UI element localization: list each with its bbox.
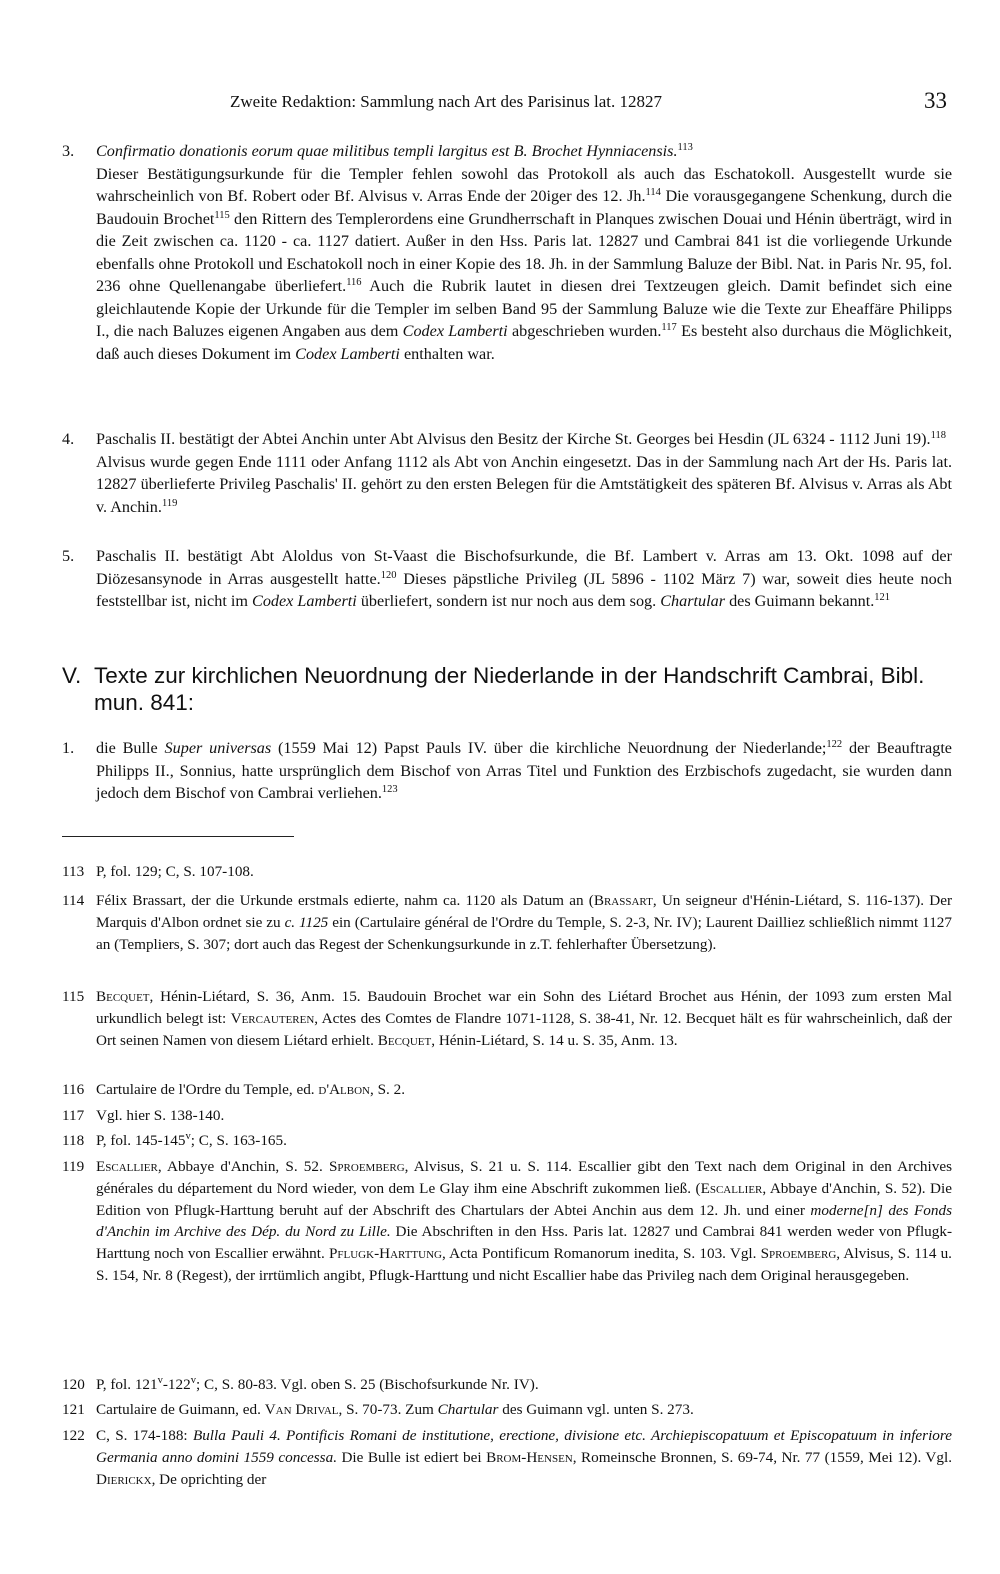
- italic-text: moderne[n] des Fonds d'Anchin im Archive des Dép. du Nord zu Lille.: [96, 1201, 952, 1241]
- footnote-ref: 122: [826, 739, 843, 750]
- text-run: P, fol. 129; C, S. 107-108.: [96, 863, 254, 880]
- text-run: Vgl. hier S. 138-140.: [96, 1107, 225, 1124]
- footnote-ref: v: [157, 1375, 163, 1386]
- text-run: Cartulaire de Guimann, ed.: [96, 1401, 265, 1418]
- footnote-120: [62, 1374, 952, 1396]
- text-run: abgeschrieben wurden.: [507, 322, 662, 340]
- footnote-ref: v: [185, 1131, 191, 1142]
- text-run: Cartulaire de l'Ordre du Temple, ed.: [96, 1081, 319, 1098]
- footnote-text: [96, 861, 952, 883]
- text-run: den Rittern des Templerordens eine Grundherrschaft in Planques zwischen Douai und Hénin überträgt, wird in die Zeit zwischen ca. 1120 - ca. 1127 datiert. Außer in den Hss. Paris lat. 12827 und Cambrai 841 ist die vorliegende Urkunde ebenfalls ohne Protokoll und Eschatokoll noch in einer Kopie des 18. Jh. in der Sammlung Baluze der Bibl. Nat. in Paris Nr. 95, fol. 236 ohne Quellenangabe überliefert.: [96, 209, 952, 295]
- text-run: Alvisus wurde gegen Ende 1111 oder Anfang 1112 als Abt von Anchin eingesetzt. Das in der Sammlung nach Art der Hs. Paris lat. 12827 überlieferte Privileg Paschalis' II. gehört zu den ersten Belegen für die Amtstätigkeit des späteren Bf. Alvisus v. Arras als Abt v. Anchin.: [96, 452, 952, 516]
- entry-5: [62, 545, 952, 613]
- author-name: Escallier: [96, 1158, 158, 1175]
- text-run: ; C, S. 163-165.: [190, 1132, 287, 1149]
- footnote-text: [96, 1130, 952, 1152]
- text-run: , Actes des Comtes de Flandre 1071-1128, S. 38-41, Nr. 12. Becquet hält es für wahrscheinlich, daß der Ort seinen Namen von diesem Liétard erhielt.: [96, 1009, 952, 1049]
- footnote-ref: 115: [214, 209, 230, 221]
- footnote-number: 118: [62, 1132, 85, 1149]
- footnote-number: 121: [62, 1401, 85, 1418]
- entry-title-text: Paschalis II. bestätigt der Abtei Anchin unter Abt Alvisus den Besitz der Kirche St. Georges bei Hesdin (JL 6324 - 1112 Juni 19).: [96, 430, 931, 448]
- text-run: , Alvisus, S. 21 u. S. 114. Escallier gibt den Text nach dem Original in den Archives générales du département du Nord wieder, von dem Le Glay ihm eine Abschrift zukommen ließ. (: [96, 1158, 952, 1197]
- entry-3: [62, 140, 952, 365]
- footnote-116: [62, 1079, 952, 1101]
- text-run: , Hénin-Liétard, S. 14 u. S. 35, Anm. 13.: [431, 1031, 678, 1049]
- footnote-number: 116: [62, 1081, 85, 1098]
- footnote-number: 122: [62, 1427, 85, 1444]
- text-run: überliefert, sondern ist nur noch aus dem sog.: [356, 592, 661, 610]
- author-name: Van Drival: [264, 1401, 339, 1418]
- footnote-text: [96, 890, 952, 955]
- footnote-text: [96, 986, 952, 1051]
- text-run: C, S. 174-188:: [96, 1427, 193, 1444]
- author-name: Sproemberg: [328, 1158, 405, 1175]
- footnote-number: 113: [62, 863, 85, 880]
- text-run: Es besteht also durchaus die Möglichkeit, daß auch dieses Dokument im: [96, 322, 952, 363]
- text-run: der Beauftragte Philipps II., Sonnius, hatte ursprünglich dem Bischof von Arras Titel und Funktion des Erzbischofs zugedacht, sie wurden dann jedoch dem Bischof von Cambrai verliehen.: [96, 739, 952, 802]
- text-run: -122: [162, 1376, 191, 1393]
- text-run: ; C, S. 80-83. Vgl. oben S. 25 (Bischofsurkunde Nr. IV).: [195, 1376, 539, 1393]
- footnote-118: [62, 1130, 952, 1152]
- footnote-text: [96, 1399, 952, 1421]
- entry-text: [96, 163, 952, 366]
- author-name: Becquet: [96, 988, 150, 1005]
- page-number: 33: [924, 88, 947, 113]
- text-run: , Acta Pontificum Romanorum inedita, S. 103. Vgl.: [441, 1245, 761, 1263]
- text-run: , Un seigneur d'Hénin-Liétard, S. 116-137). Der Marquis d'Albon ordnet sie zu: [96, 892, 952, 931]
- text-run: Die vorausgegangene Schenkung, durch die Baudouin Brochet: [96, 187, 952, 228]
- text-run: des Guimann bekannt.: [725, 592, 875, 610]
- entry-number: 5.: [62, 547, 75, 565]
- footnote-ref: 116: [346, 277, 362, 288]
- text-run: , S. 2.: [369, 1081, 406, 1098]
- text-run: die Bulle: [96, 739, 165, 757]
- entry-4: [62, 428, 952, 518]
- footnote-119: [62, 1156, 952, 1287]
- italic-text: Chartular: [660, 592, 726, 610]
- entry-title-text: Confirmatio donationis eorum quae militibus templi largitus est B. Brochet Hynniacensis.: [96, 142, 678, 160]
- footnote-ref: 117: [661, 322, 677, 333]
- entry-text: [96, 451, 952, 519]
- text-run: P, fol. 145-145: [96, 1132, 186, 1149]
- footnote-121: [62, 1399, 952, 1421]
- entry-title: [96, 140, 952, 163]
- footnote-117: [62, 1105, 952, 1127]
- footnote-ref: 113: [677, 142, 693, 153]
- text-run: , Alvisus, S. 114 u. S. 154, Nr. 8 (Regest), der irrtümlich angibt, Pflugk-Harttung und nicht Escallier habe das Privileg nach dem Original herausgegeben.: [96, 1245, 952, 1284]
- footnote-115: [62, 986, 952, 1051]
- footnote-ref: 121: [874, 592, 891, 603]
- italic-text: Codex Lamberti: [295, 344, 400, 363]
- footnote-number: 120: [62, 1376, 85, 1393]
- footnote-number: 115: [62, 988, 85, 1005]
- footnote-ref: 123: [381, 784, 398, 795]
- author-name: Brom-Hensen: [486, 1448, 573, 1466]
- section-number: V.: [62, 663, 82, 688]
- author-name: Vercauteren: [230, 1009, 315, 1027]
- text-run: enthalten war.: [399, 344, 495, 363]
- footnote-ref: 120: [380, 569, 397, 581]
- text-run: , De oprichting der: [151, 1470, 267, 1488]
- text-run: Dieses päpstliche Privileg (JL 5896 - 1102 März 7) war, soweit dies heute noch feststellbar ist, nicht im: [96, 569, 953, 610]
- footnote-number: 114: [62, 892, 85, 909]
- text-run: , Abbaye d'Anchin, S. 52). Die Edition von Pflugk-Harttung beruht auf der Abschrift des Chartulars der Abtei Anchin aus dem 12. Jh. und einer: [96, 1179, 952, 1219]
- footnote-text: [96, 1079, 952, 1101]
- text-run: , Hénin-Liétard, S. 36, Anm. 15. Baudouin Brochet war ein Sohn des Liétard Brochet aus Hénin, der 1093 zum ersten Mal urkundlich belegt ist:: [96, 988, 952, 1027]
- footnote-ref: 118: [930, 430, 946, 441]
- footnote-114: [62, 890, 952, 955]
- footnote-ref: 114: [645, 187, 661, 198]
- footnote-number: 119: [62, 1158, 85, 1175]
- author-name: Dierickx: [96, 1470, 152, 1488]
- entry-title: [96, 428, 952, 451]
- author-name: Pflugk-Harttung: [328, 1245, 442, 1263]
- text-run: des Guimann vgl. unten S. 273.: [498, 1401, 694, 1418]
- text-run: , S. 70-73. Zum: [338, 1401, 438, 1418]
- author-name: Sproemberg: [760, 1245, 837, 1263]
- footnote-text: [96, 1105, 952, 1127]
- italic-text: Codex Lamberti: [402, 322, 508, 340]
- entry-number: 3.: [62, 142, 75, 160]
- text-run: Die Bulle ist ediert bei: [337, 1448, 487, 1466]
- footnote-ref: 119: [161, 497, 178, 509]
- text-run: P, fol. 121: [96, 1376, 158, 1393]
- entry-number: 4.: [62, 430, 75, 448]
- footnote-number: 117: [62, 1107, 85, 1124]
- italic-text: Bulla Pauli 4. Pontificis Romani de institutione, erectione, divisione etc. Archiepiscopatuum et Episcopatuum in inferiore Germania anno domini 1559 concessa.: [96, 1427, 952, 1466]
- footnote-ref: v: [190, 1375, 196, 1386]
- author-name: Becquet: [377, 1031, 432, 1049]
- footnote-text: [96, 1425, 952, 1490]
- italic-text: Super universas: [164, 739, 272, 757]
- text-run: (1559 Mai 12) Papst Pauls IV. über die kirchliche Neuordnung der Niederlande;: [271, 739, 827, 757]
- text-run: ein (Cartulaire général de l'Ordre du Temple, S. 2-3, Nr. IV); Laurent Dailliez schließlich nimmt 1127 an (Templiers, S. 307; dort auch das Regest der Schenkungsurkunde in z.T. fehlerhafter Übersetzung).: [96, 913, 952, 953]
- footnote-text: [96, 1374, 952, 1396]
- entry-text: [96, 737, 952, 805]
- running-head-title: Zweite Redaktion: Sammlung nach Art des Parisinus lat. 12827: [230, 92, 663, 111]
- text-run: Die Abschriften in den Hss. Paris lat. 12827 und Cambrai 841 werden weder von Pflugk-Harttung noch von Escallier erwähnt.: [96, 1223, 953, 1263]
- entry-number: 1.: [62, 739, 75, 757]
- italic-text: c. 1125: [284, 913, 329, 931]
- section-entry-1: [62, 737, 952, 805]
- author-name: Brassart: [593, 892, 653, 909]
- author-name: d'Albon: [318, 1081, 370, 1098]
- section-title: Texte zur kirchlichen Neuordnung der Niederlande in der Handschrift Cambrai, Bibl. mun. 841:: [94, 663, 925, 715]
- footnote-text: [96, 1156, 952, 1287]
- footnote-separator: [62, 836, 294, 837]
- text-run: Auch die Rubrik lautet in diesen drei Textzeugen gleich. Damit befindet sich eine gleichlautende Kopie der Urkunde für die Templer im selben Band 95 der Sammlung Baluze wie die Texte zur Eheaffäre Philipps I., die nach Baluzes eigenen Angaben aus dem: [96, 277, 952, 340]
- author-name: Escallier: [700, 1179, 763, 1197]
- text-run: , Romeinsche Bronnen, S. 69-74, Nr. 77 (1559, Mei 12). Vgl.: [572, 1448, 953, 1466]
- text-run: Paschalis II. bestätigt Abt Aloldus von St-Vaast die Bischofsurkunde, die Bf. Lambert v. Arras am 13. Okt. 1098 auf der Diözesansynode in Arras ausgestellt hatte.: [96, 547, 952, 588]
- footnote-122: [62, 1425, 952, 1490]
- text-run: , Abbaye d'Anchin, S. 52.: [157, 1158, 329, 1175]
- section-heading: [62, 662, 952, 716]
- text-run: Dieser Bestätigungsurkunde für die Templer fehlen sowohl das Protokoll als auch das Eschatokoll. Ausgestellt wurde sie wahrscheinlich von Bf. Robert oder Bf. Alvisus v. Arras Ende der 20iger des 12. Jh.: [96, 164, 952, 205]
- entry-text: [96, 545, 952, 613]
- text-run: Félix Brassart, der die Urkunde erstmals edierte, nahm ca. 1120 als Datum an (: [96, 892, 594, 909]
- running-head: [0, 88, 1000, 118]
- italic-text: Codex Lamberti: [252, 592, 357, 610]
- italic-text: Chartular: [437, 1401, 499, 1418]
- footnote-113: [62, 861, 952, 883]
